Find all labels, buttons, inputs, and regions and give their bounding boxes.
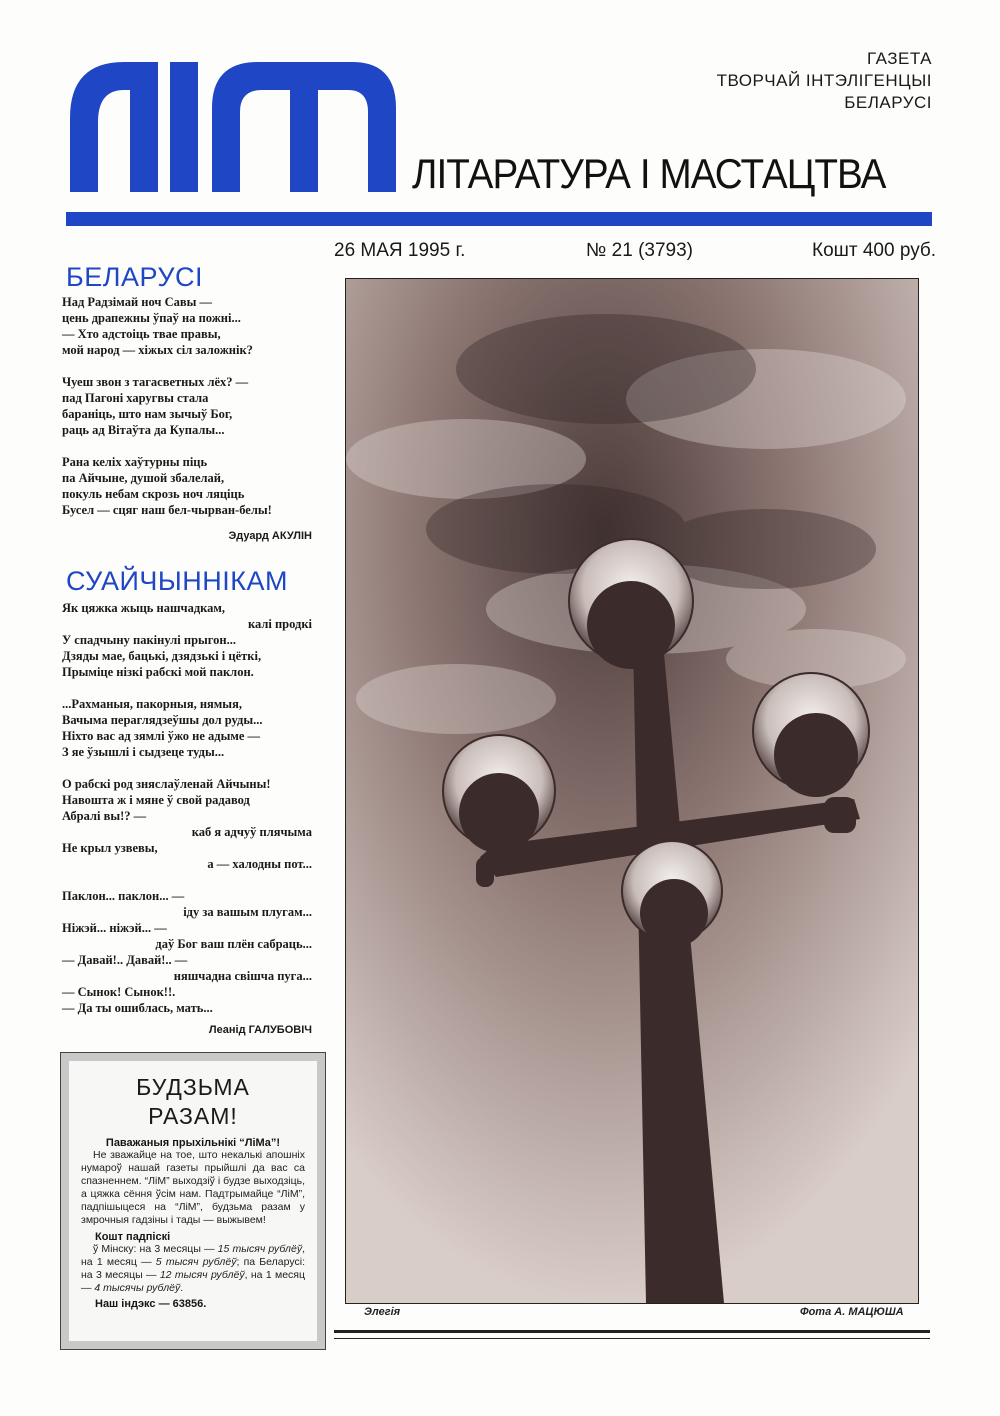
poem-lines — [62, 600, 312, 1016]
poem-line: калі продкі — [247, 617, 312, 631]
cost-amount: 15 тысяч рублёў — [217, 1243, 303, 1255]
poem-line: — Да ты ошиблась, мать... — [62, 1001, 213, 1015]
poem-line: Рана келіх хаўтурны піць — [62, 455, 208, 469]
tagline-line: ТВОРЧАЙ ІНТЭЛІГЕНЦЫІ — [716, 71, 932, 90]
subscription-title — [81, 1073, 305, 1131]
poem-line: ...Рахманыя, пакорныя, нямыя, — [62, 697, 242, 711]
poem-line: Не крыл узвевы, — [62, 841, 158, 855]
poem-line: Дзяды мае, бацькі, дзядзькі і цёткі, — [62, 649, 262, 663]
poem-suaichynnikam — [62, 600, 312, 1038]
subscription-title-line: РАЗАМ! — [148, 1103, 238, 1129]
poem-line: няшчадна свішча пуга... — [173, 969, 312, 983]
poem-line — [62, 680, 312, 696]
poem-line: Паклон... паклон... — — [62, 889, 185, 903]
poem-line: Абралі вы!? — — [62, 809, 147, 823]
masthead-logo — [62, 52, 402, 200]
cost-text: , на 1 месяц — — [81, 1269, 305, 1294]
poem-stanza — [62, 454, 312, 518]
poem-author: Эдуард АКУЛІН — [228, 530, 312, 542]
poem-line: Ніхто вас ад зямлі ўжо не адыме — — [62, 729, 261, 743]
newspaper-name: ЛІТАРАТУРА І МАСТАЦТВА — [412, 150, 886, 197]
tagline-line: БЕЛАРУСІ — [844, 93, 932, 112]
poem-belarusi — [62, 294, 312, 544]
photo-elegy — [345, 278, 919, 1304]
subscription-title-line: БУДЗЬМА — [136, 1074, 250, 1100]
poem-line: а — халодны пот... — [207, 857, 312, 871]
subscription-cost-heading: Кошт падпіскі — [95, 1231, 171, 1243]
cost-amount: 4 тысячы рублёў — [94, 1282, 181, 1294]
poem-line: Ніжэй... ніжэй... — — [62, 921, 167, 935]
poem-line: пад Пагоні харугвы стала — [62, 391, 209, 405]
poem-line: раць ад Вітаўта да Купалы... — [62, 423, 225, 437]
poem-line: даў Бог ваш плён сабраць... — [155, 937, 312, 951]
subscription-paragraph: Не зважайце на тое, што некалькі апошніх нумароў нашай газеты прыйшлі да вас са спазненнем. “ЛіМ” выходзіў і будзе выходзіць, а цяжка сёння ўсім нам. Падтрымайце “ЛіМ”, падпішыцеся на “ЛіМ”, будзьма разам у змрочныя гадзіны і тады — выжывем! — [81, 1149, 305, 1226]
cost-text: , на 1 месяц — — [81, 1243, 305, 1268]
issue-date: 26 МАЯ 1995 г. — [334, 240, 466, 261]
poem-line: іду за вашым плугам... — [183, 905, 312, 919]
poem-line: бараніць, што нам зычыў Бог, — [62, 407, 233, 421]
poem-line: — Сынок! Сынок!!. — [62, 985, 176, 999]
poem-line: Як цяжка жыць нашчадкам, — [62, 601, 226, 615]
cost-amount: 5 тысяч рублёў — [155, 1256, 237, 1268]
poem-line: Чуеш звон з тагасветных лёх? — — [62, 375, 249, 389]
subscription-box-inner — [69, 1061, 317, 1341]
street-lamp-photo — [346, 279, 918, 1303]
tagline-line: ГАЗЕТА — [867, 49, 932, 68]
cost-amount: 12 тысяч рублёў — [159, 1269, 245, 1281]
poem-line: — Хто адстоіць твае правы, — [62, 327, 221, 341]
poem-line: У спадчыну пакінулі прыгон... — [62, 633, 236, 647]
poem-line: Бусел — сцяг наш бел-чырван-белы! — [62, 503, 272, 517]
poem-stanza — [62, 374, 312, 438]
issue-price: Кошт 400 руб. — [812, 240, 937, 261]
poem-line: Навошта ж і мяне ў свой радавод — [62, 793, 250, 807]
poem-line: покуль небам скрозь ноч ляціць — [62, 487, 245, 501]
cost-text: ў Мінску: на 3 месяцы — — [93, 1243, 215, 1255]
subscription-body — [81, 1149, 305, 1227]
masthead-tagline — [717, 48, 932, 114]
poem-title-suaichynnikam: СУАЙЧЫННІКАМ — [66, 566, 288, 596]
poem-line: Прыміце нізкі рабскі мой паклон. — [62, 665, 254, 679]
poem-line: О рабскі род зняслаўленай Айчыны! — [62, 777, 271, 791]
photo-credit: Фота А. МАЦЮША — [800, 1306, 904, 1318]
poem-line: Над Радзімай ноч Савы — — [62, 295, 212, 309]
poem-line: З яе ўзышлі і сыдзеце туды... — [62, 745, 225, 759]
subscription-cost — [81, 1243, 305, 1295]
poem-line — [62, 872, 312, 888]
cost-text: ; па Беларусі: на 3 месяцы — — [81, 1256, 305, 1281]
subscription-cost-text — [81, 1243, 305, 1295]
poem-line — [62, 760, 312, 776]
subscription-index: Наш індэкс — 63856. — [95, 1298, 207, 1310]
poem-line: па Айчыне, душой збалелай, — [62, 471, 225, 485]
poem-line: каб я адчуў плячыма — [191, 825, 312, 839]
bottom-rule — [334, 1338, 930, 1339]
bottom-rule — [334, 1330, 930, 1333]
issue-number: № 21 (3793) — [586, 240, 693, 261]
masthead-rule — [66, 212, 932, 226]
photo-caption: Элегія — [364, 1306, 401, 1318]
poem-title-belarusi: БЕЛАРУСІ — [66, 262, 204, 292]
poem-line: Вачыма пераглядзеўшы дол руды... — [62, 713, 263, 727]
poem-stanza — [62, 294, 312, 358]
subscription-heading: Паважаныя прыхільнікі “ЛіМа”! — [105, 1137, 281, 1149]
cost-text: . — [180, 1282, 184, 1294]
poem-line: — Давай!.. Давай!.. — — [62, 953, 188, 967]
poem-line: мой народ — хіжых сіл заложнік? — [62, 343, 253, 357]
subscription-box — [60, 1052, 326, 1350]
poem-line: цень драпежны ўпаў на пожні... — [62, 311, 241, 325]
poem-author: Леанід ГАЛУБОВІЧ — [208, 1024, 312, 1036]
